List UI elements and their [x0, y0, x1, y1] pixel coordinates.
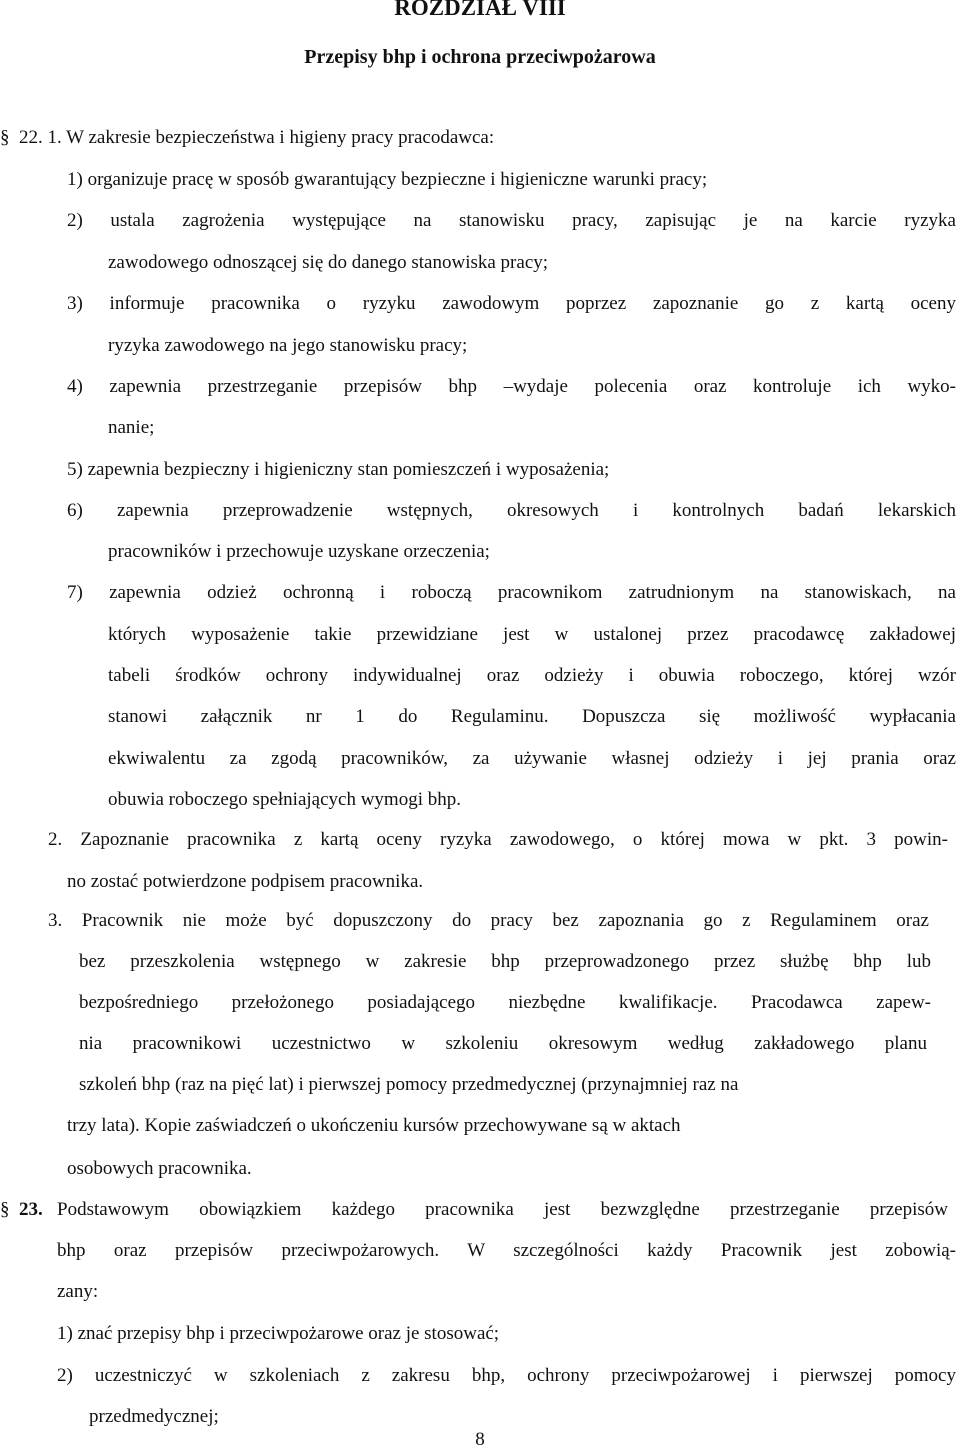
chapter-subtitle: Przepisy bhp i ochrona przeciwpożarowa	[304, 46, 656, 68]
chapter-heading: ROZDZIAŁ VIII	[394, 0, 566, 20]
paragraph-3-cont: szkoleń bhp (raz na pięć lat) i pierwszej pomocy przedmedycznej (przynajmniej raz na	[79, 1074, 739, 1095]
list-item-7-cont: stanowi załącznik nr 1 do Regulaminu. Dopuszcza się możliwość wypłacania	[108, 706, 956, 727]
section-marker: §	[0, 127, 10, 148]
list-item-7-cont: których wyposażenie takie przewidziane jest w ustalonej przez pracodawcę zakładowej	[108, 624, 956, 645]
list-item-5: 5) zapewnia bezpieczny i higieniczny stan pomieszczeń i wyposażenia;	[67, 459, 610, 480]
list-item-6-cont: pracowników i przechowuje uzyskane orzeczenia;	[108, 541, 490, 562]
duty-item-1: 1) znać przepisy bhp i przeciwpożarowe oraz je stosować;	[57, 1323, 500, 1344]
paragraph-3-cont: bezpośredniego przełożonego posiadającego niezbędne kwalifikacje. Pracodawca zapew-	[79, 992, 931, 1013]
section-23-lead-cont: bhp oraz przepisów przeciwpożarowych. W szczególności każdy Pracownik jest zobowią-	[57, 1240, 956, 1261]
list-item-7-cont: tabeli środków ochrony indywidualnej oraz odzieży i obuwia roboczego, której wzór	[108, 665, 956, 686]
paragraph-3: 3. Pracownik nie może być dopuszczony do pracy bez zapoznania go z Regulaminem oraz	[48, 910, 929, 931]
section-23-lead: Podstawowym obowiązkiem każdego pracownika jest bezwzględne przestrzeganie przepisów	[57, 1199, 948, 1220]
list-item-1: 1) organizuje pracę w sposób gwarantujący bezpieczne i higieniczne warunki pracy;	[67, 169, 708, 190]
list-item-4: 4) zapewnia przestrzeganie przepisów bhp –wydaje polecenia oraz kontroluje ich wyko-	[67, 376, 956, 397]
section-23-lead-cont: zany:	[57, 1281, 99, 1302]
paragraph-3-cont: nia pracownikowi uczestnictwo w szkoleniu okresowym według zakładowego planu	[79, 1033, 927, 1054]
paragraph-2-cont: no zostać potwierdzone podpisem pracownika.	[67, 871, 424, 892]
list-item-2-cont: zawodowego odnoszącej się do danego stanowiska pracy;	[108, 252, 549, 273]
paragraph-3-cont: osobowych pracownika.	[67, 1158, 252, 1179]
duty-item-2: 2) uczestniczyć w szkoleniach z zakresu bhp, ochrony przeciwpożarowej i pierwszej pomocy	[57, 1365, 956, 1386]
page-number: 8	[475, 1429, 485, 1450]
list-item-7-cont: obuwia roboczego spełniających wymogi bhp.	[108, 789, 461, 810]
list-item-3-cont: ryzyka zawodowego na jego stanowisku pracy;	[108, 335, 468, 356]
section-22-lead: 22. 1. W zakresie bezpieczeństwa i higieny pracy pracodawca:	[19, 127, 495, 148]
list-item-2: 2) ustala zagrożenia występujące na stanowisku pracy, zapisując je na karcie ryzyka	[67, 210, 956, 231]
section-23-number: 23.	[19, 1199, 43, 1220]
paragraph-2: 2. Zapoznanie pracownika z kartą oceny ryzyka zawodowego, o której mowa w pkt. 3 powin-	[48, 829, 948, 850]
list-item-7: 7) zapewnia odzież ochronną i roboczą pracownikom zatrudnionym na stanowiskach, na	[67, 582, 956, 603]
list-item-3: 3) informuje pracownika o ryzyku zawodowym poprzez zapoznanie go z kartą oceny	[67, 293, 956, 314]
paragraph-3-cont: trzy lata). Kopie zaświadczeń o ukończeniu kursów przechowywane są w aktach	[67, 1115, 681, 1136]
list-item-6: 6) zapewnia przeprowadzenie wstępnych, okresowych i kontrolnych badań lekarskich	[67, 500, 956, 521]
section-marker: §	[0, 1199, 10, 1220]
list-item-7-cont: ekwiwalentu za zgodą pracowników, za używanie własnej odzieży i jej prania oraz	[108, 748, 956, 769]
duty-item-2-cont: przedmedycznej;	[89, 1406, 219, 1427]
list-item-4-cont: nanie;	[108, 417, 155, 438]
paragraph-3-cont: bez przeszkolenia wstępnego w zakresie bhp przeprowadzonego przez służbę bhp lub	[79, 951, 931, 972]
